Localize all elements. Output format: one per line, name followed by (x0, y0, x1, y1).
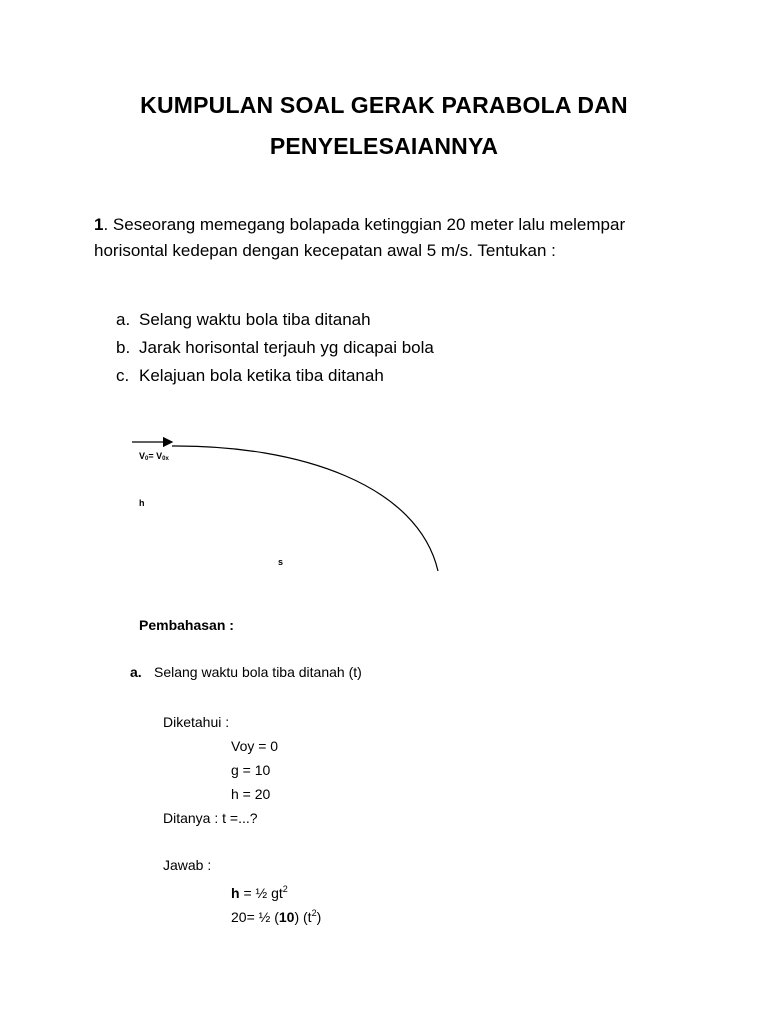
equation-1: h = ½ $gt^2$ (231, 884, 288, 901)
question-body: . Seseorang memegang bolapada ketinggian 20 meter lalu melempar horisontal kedepan dengan kecepatan awal 5 m/s. Tentukan : (94, 215, 626, 260)
velocity-label: V0= V0x (139, 451, 169, 462)
question-1-text (94, 212, 654, 264)
option-b (116, 334, 434, 362)
known-g: g = 10 (231, 762, 271, 778)
known-label: Diketahui : (163, 714, 230, 730)
equation-2: 20= ½ (10) $(t^2)$ (231, 908, 322, 925)
asked-line: Ditanya : t =...? (163, 810, 258, 826)
projectile-diagram (120, 425, 460, 585)
trajectory-curve (172, 446, 438, 571)
question-number: 1 (94, 215, 104, 234)
option-a-key: a. (116, 310, 131, 329)
answer-label: Jawab : (163, 857, 212, 873)
option-c-key: c. (116, 366, 130, 385)
known-voy: Voy = 0 (231, 738, 279, 754)
question-options (116, 306, 434, 390)
option-a (116, 306, 434, 334)
option-b-key: b. (116, 338, 131, 357)
known-h: h = 20 (231, 786, 271, 802)
option-b-text: Jarak horisontal terjauh yg dicapai bola (139, 338, 434, 357)
option-c (116, 362, 434, 390)
page-title-line2: PENYELESAIANNYA (269, 133, 499, 159)
part-a-heading (130, 664, 362, 680)
part-a-key: a. (130, 664, 142, 680)
height-label: h (139, 498, 145, 508)
option-c-text: Kelajuan bola ketika tiba ditanah (139, 366, 384, 385)
solution-heading: Pembahasan : (139, 617, 234, 633)
option-a-text: Selang waktu bola tiba ditanah (139, 310, 371, 329)
page-title-line1: KUMPULAN SOAL GERAK PARABOLA DAN (140, 92, 628, 118)
distance-label: s (278, 557, 284, 567)
trajectory-figure (120, 425, 460, 585)
part-a-title: Selang waktu bola tiba ditanah (t) (154, 664, 362, 680)
